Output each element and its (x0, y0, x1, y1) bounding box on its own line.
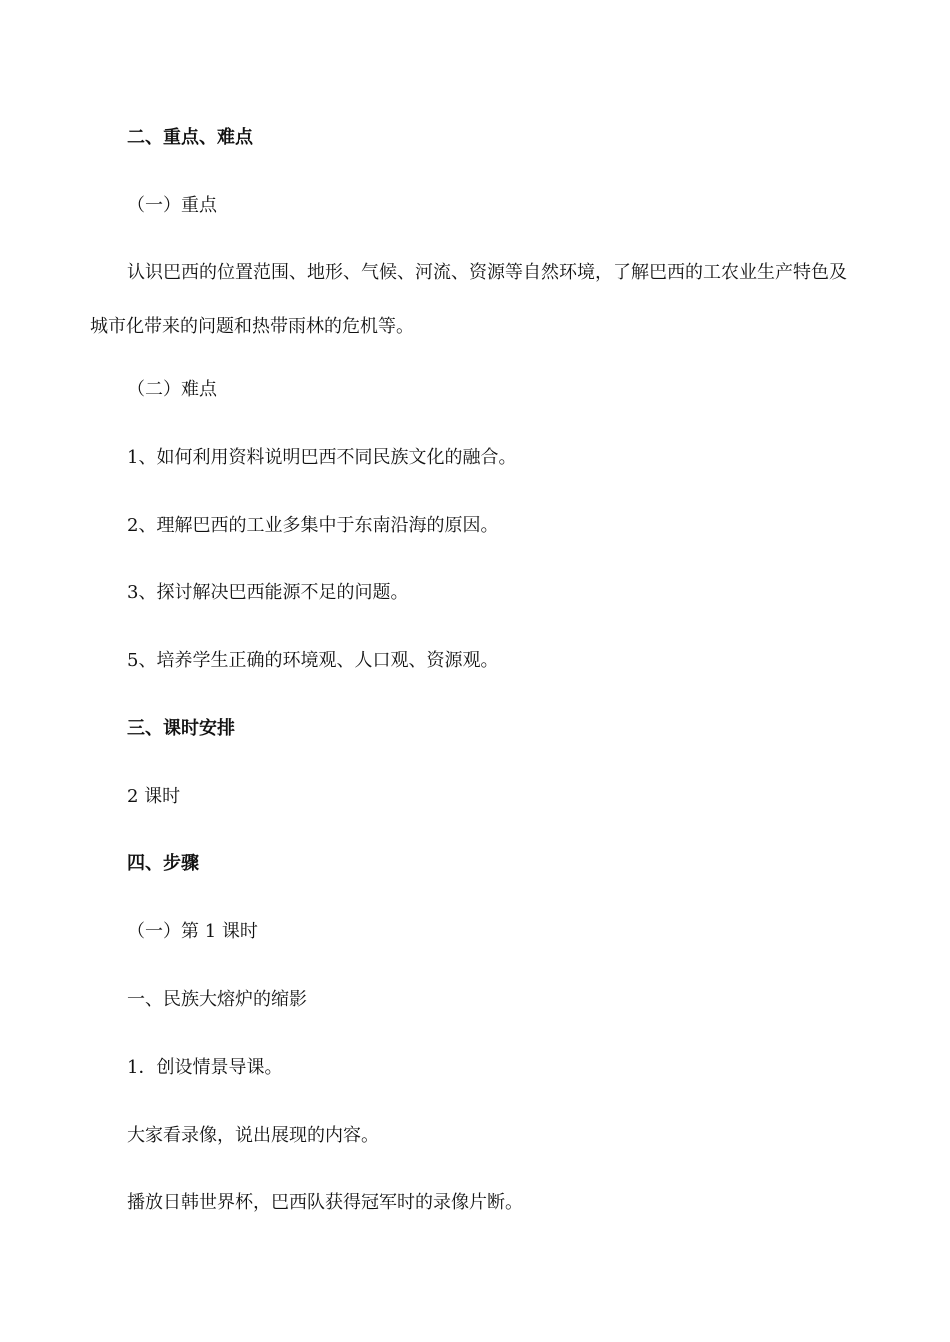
difficulty-item-1: 1、如何利用资料说明巴西不同民族文化的融合。 (127, 447, 517, 468)
class-hours-value: 2 课时 (127, 786, 181, 807)
step-1-heading: 1．创设情景导课。 (127, 1057, 283, 1078)
key-points-paragraph: 认识巴西的位置范围、地形、气候、河流、资源等自然环境，了解巴西的工农业生产特色及城市化带来的问题和热带雨林的危机等。 (90, 262, 847, 337)
step-1-text-2: 播放日韩世界杯，巴西队获得冠军时的录像片断。 (127, 1192, 523, 1213)
section-heading-class-hours: 三、课时安排 (127, 718, 235, 739)
section-heading-steps: 四、步骤 (127, 853, 199, 874)
section-heading-key-difficult: 二、重点、难点 (127, 127, 253, 148)
difficulty-item-3: 3、探讨解决巴西能源不足的问题。 (127, 582, 409, 603)
difficulty-item-2: 2、理解巴西的工业多集中于东南沿海的原因。 (127, 515, 499, 536)
step-1-text-1: 大家看录像，说出展现的内容。 (127, 1125, 379, 1146)
part-1-heading: 一、民族大熔炉的缩影 (127, 989, 307, 1010)
subheading-key-points: （一）重点 (127, 195, 217, 216)
lesson-1-heading: （一）第 1 课时 (127, 921, 258, 942)
difficulty-item-4: 5、培养学生正确的环境观、人口观、资源观。 (127, 650, 499, 671)
subheading-difficulties: （二）难点 (127, 379, 217, 400)
